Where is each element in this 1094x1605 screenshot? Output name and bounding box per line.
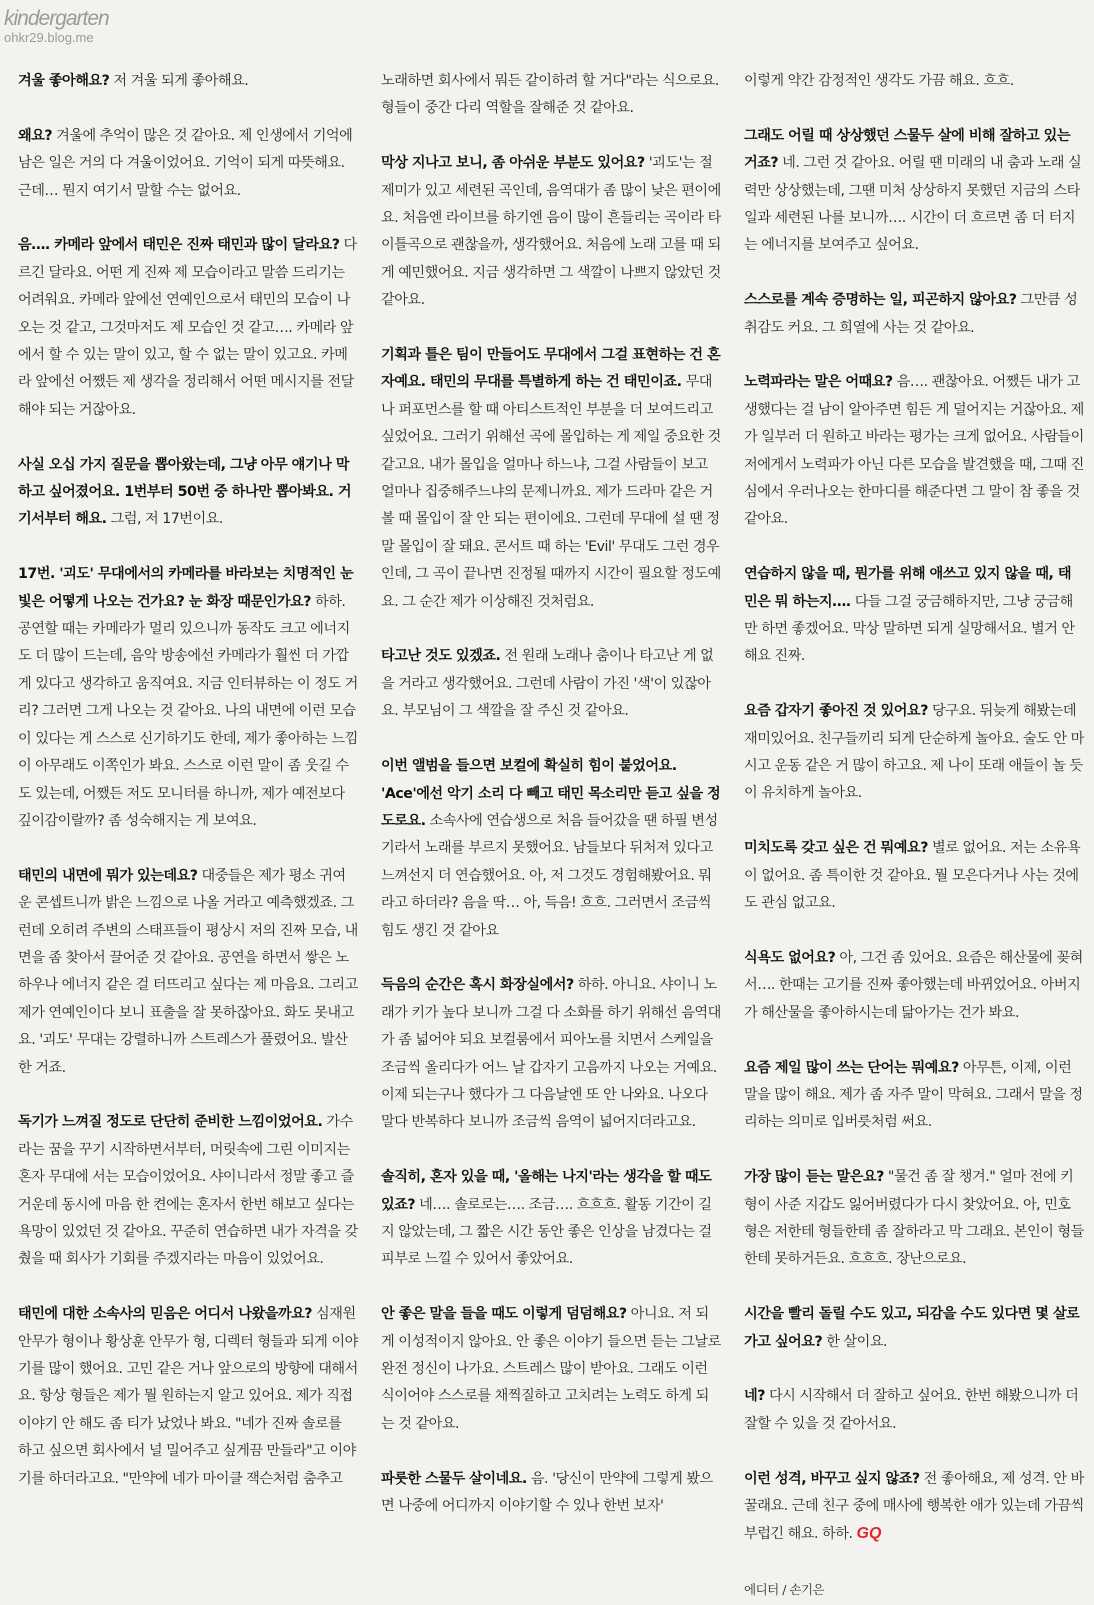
answer-text: 전 원래 노래나 춤이나 타고난 게 없을 거라고 생각했어요. 그런데 사람이 가진 '색'이 있잖아요. 부모님이 그 색깔을 잘 주신 것 같아요. — [381, 648, 714, 720]
interview-paragraph — [381, 1466, 721, 1521]
question-text: 미치도록 갖고 싶은 건 뭐예요? — [744, 840, 928, 857]
gq-logo: GQ — [856, 1525, 882, 1543]
answer-text: 음. '당신이 만약에 그렇게 봤으면 나중에 어디까지 이야기할 수 있나 한번 보자' — [381, 1470, 713, 1514]
interview-paragraph — [744, 1466, 1084, 1549]
question-text: 독기가 느껴질 정도로 단단히 준비한 느낌이었어요. — [18, 1114, 323, 1131]
question-text: 시간을 빨리 돌릴 수도 있고, 되감을 수도 있다면 몇 살로 가고 싶어요? — [744, 1306, 1080, 1350]
answer-text: 네. 그런 것 같아요. 어릴 땐 미래의 내 춤과 노래 실력만 상상했는데, 그땐 미처 상상하지 못했던 지금의 스타일과 세련된 나를 보니까…. 시간이 더 흐르면 좀 더 터지는 에너지를 보여주고 싶어요. — [744, 155, 1082, 254]
answer-text: 음…. 괜찮아요. 어쨌든 내가 고생했다는 걸 남이 알아주면 힘든 게 덜어지는 거잖아요. 제가 일부러 더 원하고 바라는 평가는 크게 없어요. 사람들이 저에게서 노력파가 아닌 다른 모습을 발견했을 때, 그때 진심에서 우러나오는 한마디를 해준다면 그 말이 참 좋을 것 같아요. — [744, 374, 1084, 528]
article-column-3 — [744, 68, 1084, 1605]
question-text: 왜요? — [18, 127, 53, 144]
interview-paragraph — [381, 1301, 721, 1438]
answer-text: 노래하면 회사에서 뭐든 같이하려 할 거다"라는 식으로요. 형들이 중간 다리 역할을 잘해준 것 같아요. — [381, 73, 719, 117]
question-text: 노력파라는 말은 어때요? — [744, 374, 893, 391]
interview-paragraph — [381, 150, 721, 314]
interview-paragraph — [744, 369, 1084, 533]
interview-paragraph — [744, 1164, 1084, 1274]
question-text: 17번. '괴도' 무대에서의 카메라를 바라보는 치명적인 눈빛은 어떻게 나오는 건가요? 눈 화장 때문인가요? — [18, 566, 354, 610]
answer-text: 이렇게 약간 감정적인 생각도 가끔 해요. 흐흐. — [744, 73, 1014, 89]
question-text: 파릇한 스물두 살이네요. — [381, 1470, 527, 1487]
question-text: 솔직히, 혼자 있을 때, '올해는 나지'라는 생각을 할 때도 있죠? — [381, 1169, 712, 1213]
editor-credit — [744, 1576, 1084, 1604]
watermark-url: ohkr29.blog.me — [4, 30, 94, 45]
answer-text: 소속사에 연습생으로 처음 들어갔을 땐 하필 변성기라서 노래를 부르지 못했어요. 남들보다 뒤처져 있다고 느껴선지 더 연습했어요. 아, 저 그것도 경험해봤어요. 뭐라고 하더라? 음을 딱… 아, 득음! 흐흐. 그러면서 조금씩 힘도 생긴 것 같아요 — [381, 812, 718, 939]
interview-paragraph — [744, 698, 1084, 808]
answer-text: 별로 없어요. 저는 소유욕이 없어요. 좀 특이한 것 같아요. 뭘 모은다거나 사는 것에도 관심 없고요. — [744, 840, 1081, 912]
answer-text: 가수라는 꿈을 꾸기 시작하면서부터, 머릿속에 그린 이미지는 혼자 무대에 서는 모습이었어요. 샤이니라서 정말 좋고 즐거운데 동시에 마음 한 켠에는 혼자서 한번 해보고 싶다는 욕망이 있었던 것 같아요. 꾸준히 연습하면 내가 자격을 갖췄을 때 회사가 기회를 주겠지라는 마음이 있었어요. — [18, 1114, 358, 1268]
answer-text: 아무튼, 이제, 이런 말을 많이 해요. 제가 좀 자주 말이 막혀요. 그래서 말을 정리하는 의미로 입버릇처럼 써요. — [744, 1059, 1083, 1131]
answer-text: 다르긴 달라요. 어떤 게 진짜 제 모습이라고 말씀 드리기는 어려워요. 카메라 앞에선 연예인으로서 태민의 모습이 나오는 것 같고, 그것마저도 제 모습인 것 같고…. 카메라 앞에서 할 수 있는 말이 있고, 할 수 없는 말이 있고요. 카메라 앞에선 어쨌든 제 생각을 정리해서 어떤 메시지를 전달해야 되는 거잖아요. — [18, 237, 357, 418]
interview-paragraph — [744, 835, 1084, 917]
interview-paragraph — [744, 1301, 1084, 1356]
question-text: 기획과 틀은 팀이 만들어도 무대에서 그걸 표현하는 건 혼자예요. 태민의 무대를 특별하게 하는 건 태민이죠. — [381, 347, 721, 391]
question-text: 식욕도 없어요? — [744, 949, 836, 966]
question-text: 막상 지나고 보니, 좀 아쉬운 부분도 있어요? — [381, 155, 645, 172]
interview-paragraph — [18, 1301, 358, 1493]
interview-paragraph — [381, 1164, 721, 1274]
interview-paragraph — [18, 232, 358, 424]
interview-paragraph — [744, 287, 1084, 342]
article-column-1 — [18, 68, 358, 1520]
question-text: 사실 오십 가지 질문을 뽑아왔는데, 그냥 아무 얘기나 막 하고 싶어졌어요. 1번부터 50번 중 하나만 뽑아봐요. 거기서부터 해요. — [18, 456, 352, 528]
answer-text: 그럼, 저 17번이요. — [106, 511, 223, 528]
answer-text: 하하. 아니요. 샤이니 노래가 키가 높다 보니까 그걸 다 소화를 하기 위해선 음역대가 좀 넓어야 되요 보컬룸에서 피아노를 치면서 스케일을 조금씩 올리다가 어느 날 갑자기 고음까지 나오는 거예요. 이제 되는구나 했다가 그 다음날엔 또 안 나와요. 나오다 말다 반복하다 보니까 조금씩 음역이 넓어지더라고요. — [381, 977, 721, 1131]
answer-text: 다시 시작해서 더 잘하고 싶어요. 한번 해봤으니까 더 잘할 수 있을 것 같아서요. — [744, 1388, 1079, 1432]
question-text: 겨울 좋아해요? — [18, 73, 110, 89]
question-text: 가장 많이 듣는 말은요? — [744, 1169, 884, 1186]
interview-paragraph — [744, 68, 1084, 95]
question-text: 태민에 대한 소속사의 믿음은 어디서 나왔을까요? — [18, 1306, 313, 1323]
answer-text: 아, 그건 좀 있어요. 요즘은 해산물에 꽂혀서…. 한때는 고기를 진짜 좋아했는데 바뀌었어요. 아버지가 해산물을 좋아하시는데 닮아가는 건가 봐요. — [744, 949, 1083, 1021]
interview-paragraph — [18, 1109, 358, 1273]
interview-paragraph — [381, 68, 721, 123]
answer-text: 대중들은 제가 평소 귀여운 콘셉트니까 밝은 느낌으로 나올 거라고 예측했겠죠. 그런데 오히려 주변의 스태프들이 평상시 저의 진짜 모습, 내면을 좀 찾아서 끌어준 것 같아요. 공연을 하면서 쌓은 노하우나 에너지 같은 걸 터뜨리고 싶다는 제 마음요. 그리고 제가 연예인이다 보니 표출을 잘 못하잖아요. 화도 못내고요. '괴도' 무대는 강렬하니까 스트레스가 풀렸어요. 발산한 거죠. — [18, 867, 358, 1076]
answer-text: 다들 그걸 궁금해하지만, 그냥 궁금해만 하면 좋겠어요. 막상 말하면 되게 실망해서요. 별거 안 해요 진짜. — [744, 593, 1075, 665]
answer-text: 무대나 퍼포먼스를 할 때 아티스트적인 부분을 더 보여드리고 싶었어요. 그러기 위해선 곡에 몰입하는 게 제일 중요한 것 같고요. 내가 몰입을 얼마나 하느냐, 그걸 사람들이 보고 얼마나 집중해주느냐의 문제니까요. 제가 드라마 같은 거 볼 때 몰입이 잘 안 되는 편이에요. 그런데 무대에 설 땐 정말 몰입이 잘 돼요. 콘서트 때 하는 'Evil' 무대도 그런 경우인데, 그 곡이 끝나면 진정될 때까지 시간이 필요할 정도예요. 그 순간 제가 이상해진 것처럼요. — [381, 374, 721, 610]
interview-paragraph — [18, 123, 358, 205]
interview-paragraph — [18, 561, 358, 835]
interview-paragraph — [381, 342, 721, 616]
answer-text: 한 살이요. — [822, 1333, 888, 1350]
question-text: 스스로를 계속 증명하는 일, 피곤하지 않아요? — [744, 292, 1017, 309]
answer-text: 당구요. 뒤늦게 해봤는데 재미있어요. 친구들끼리 되게 단순하게 놀아요. 술도 안 마시고 운동 같은 거 많이 하고요. 제 나이 또래 애들이 놀 듯이 유치하게 놀아요. — [744, 703, 1084, 802]
question-text: 네? — [744, 1388, 765, 1405]
answer-text: 네…. 솔로로는…. 조금…. 흐흐흐. 활동 기간이 길지 않았는데, 그 짧은 시간 동안 좋은 인상을 남겼다는 걸 피부로 느낄 수 있어서 좋았어요. — [381, 1196, 712, 1268]
answer-text: 하하. 공연할 때는 카메라가 멀리 있으니까 동작도 크고 에너지도 더 많이 드는데, 음악 방송에선 카메라가 훨씬 더 가깝게 있다고 생각하고 움직여요. 지금 인터뷰하는 이 정도 거리? 그러면 그게 나오는 것 같아요. 나의 내면에 이런 모습이 있다는 게 스스로 신기하기도 한데, 제가 좋아하는 느낌이 아무래도 이쪽인가 봐요. 스스로 이런 말이 좀 웃길 수도 있는데, 어쨌든 저도 모니터를 하니까, 제가 예전보다 깊이감이랄까? 좀 성숙해지는 게 보여요. — [18, 593, 358, 829]
answer-text: 심재원 안무가 형이나 황상훈 안무가 형, 디렉터 형들과 되게 이야기를 많이 했어요. 고민 같은 거나 앞으로의 방향에 대해서요. 항상 형들은 제가 뭘 원하는지 알고 있어요. 제가 직접 이야기 안 해도 좀 티가 났었나 봐요. "네가 진짜 솔로를 하고 싶으면 회사에서 널 밀어주고 싶게끔 만들라"고 이야기를 하더라고요. "만약에 네가 마이클 잭슨처럼 춤추고 — [18, 1306, 358, 1487]
answer-text: 그만큼 성취감도 커요. 그 희열에 사는 것 같아요. — [744, 292, 1078, 336]
answer-text: 아니요. 저 되게 이성적이지 않아요. 안 좋은 이야기 들으면 듣는 그날로 완전 정신이 나가요. 스트레스 많이 받아요. 그래도 이런 식이어야 스스로를 채찍질하고 고치려는 노력도 하게 되는 것 같아요. — [381, 1306, 721, 1432]
question-text: 요즘 갑자기 좋아진 것 있어요? — [744, 703, 928, 720]
question-text: 안 좋은 말을 들을 때도 이렇게 덤덤해요? — [381, 1306, 627, 1323]
question-text: 그래도 어릴 때 상상했던 스물두 살에 비해 잘하고 있는 거죠? — [744, 127, 1071, 172]
answer-text: 전 좋아해요, 제 성격. 안 바꿀래요. 근데 친구 중에 매사에 행복한 애가 있는데 가끔씩 부럽긴 해요. 하하. — [744, 1470, 1084, 1543]
interview-paragraph — [381, 753, 721, 945]
question-text: 태민의 내면에 뭐가 있는데요? — [18, 867, 198, 884]
interview-paragraph — [744, 1383, 1084, 1438]
watermark-title: kindergarten — [4, 7, 109, 30]
question-text: 연습하지 않을 때, 뭔가를 위해 애쓰고 있지 않을 때, 태민은 뭐 하는지…. — [744, 566, 1072, 610]
interview-paragraph — [18, 68, 358, 95]
interview-paragraph — [381, 972, 721, 1136]
article-column-2 — [381, 68, 721, 1548]
answer-text: 저 겨울 되게 좋아해요. — [109, 73, 249, 89]
answer-text: '괴도'는 절제미가 있고 세련된 곡인데, 음역대가 좀 많이 낮은 편이에요. 처음엔 라이브를 하기엔 음이 많이 흔들리는 곡이라 타이틀곡으로 괜찮을까, 생각했어요. 처음에 노래 고를 때 되게 예민했어요. 지금 생각하면 그 색깔이 나쁘지 않았던 것 같아요. — [381, 155, 721, 309]
interview-paragraph — [18, 863, 358, 1082]
interview-paragraph — [18, 452, 358, 534]
interview-paragraph — [744, 123, 1084, 260]
interview-paragraph — [744, 1055, 1084, 1137]
question-text: 음…. 카메라 앞에서 태민은 진짜 태민과 많이 달라요? — [18, 237, 340, 254]
interview-paragraph — [744, 561, 1084, 671]
answer-text: "물건 좀 잘 챙겨." 얼마 전에 키 형이 사준 지갑도 잃어버렸다가 다시 찾았어요. 아, 민호 형은 저한테 형들한테 좀 잘하라고 막 그래요. 본인이 형들한테 못하거든요. 흐흐흐. 장난으로요. — [744, 1169, 1084, 1268]
blog-watermark — [4, 8, 109, 44]
question-text: 이번 앨범을 들으면 보컬에 확실히 힘이 붙었어요. 'Ace'에선 악기 소리 다 빼고 태민 목소리만 듣고 싶을 정도로요. — [381, 758, 721, 829]
question-text: 타고난 것도 있겠죠. — [381, 648, 501, 665]
interview-paragraph — [744, 945, 1084, 1027]
question-text: 득음의 순간은 혹시 화장실에서? — [381, 977, 574, 994]
interview-paragraph — [381, 643, 721, 725]
editor-name: 에디터 / 손기은 — [744, 1582, 825, 1598]
question-text: 이런 성격, 바꾸고 싶지 않죠? — [744, 1470, 920, 1487]
answer-text: 겨울에 추억이 많은 것 같아요. 제 인생에서 기억에 남은 일은 거의 다 겨울이었어요. 기억이 되게 따뜻해요. 근데… 뭔지 여기서 말할 수는 없어요. — [18, 127, 353, 199]
question-text: 요즘 제일 많이 쓰는 단어는 뭐예요? — [744, 1059, 959, 1076]
